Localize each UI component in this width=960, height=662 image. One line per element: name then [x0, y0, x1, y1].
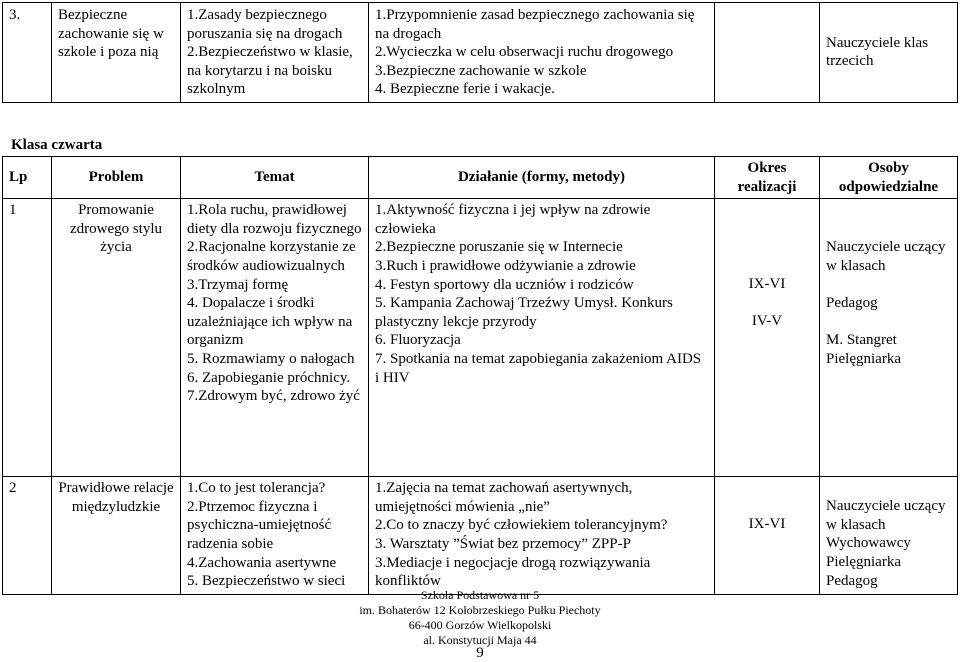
row-dzialanie: 1.Aktywność fizyczna i jej wpływ na zdrowie człowieka 2.Bezpieczne poruszanie się w Internecie 3.Ruch i prawidłowe odżywianie a zdrowie 4. Festyn sportowy dla uczniów i rodziców 5. Kampania Zachowaj Trzeźwy Umysł. Konkurs plastyczny lekcje przyrody 6. Fluoryzacja 7. Spotkania na temat zapobiegania zakażeniom AIDS i HIV [375, 202, 702, 386]
dzialanie-cell [369, 3, 715, 103]
row-lp-cell [3, 199, 52, 477]
row-temat-cell [181, 199, 369, 477]
row-osoby-cell [820, 199, 958, 477]
row-lp: 1 [9, 202, 17, 219]
table-row [3, 477, 958, 595]
section-title: Klasa czwarta [11, 137, 103, 153]
header-lp: Lp [3, 157, 52, 199]
row-dzialanie: 1.Zajęcia na temat zachowań asertywnych, umiejętności mówienia „nie” 2.Co to znaczy być człowiekiem tolerancyjnym? 3. Warsztaty ”Świat bez przemocy” ZPP-P 3.Mediacje i negocjacje drogą rozwiązywania konfliktów [375, 480, 668, 590]
footer-postal-address: 66-400 Gorzów Wielkopolski [408, 618, 552, 632]
row-problem-cell [52, 199, 181, 477]
header-temat: Temat [181, 157, 369, 199]
row-lp-cell [3, 477, 52, 595]
row-problem: Promowanie zdrowego stylu życia [69, 202, 163, 256]
header-problem: Problem [52, 157, 181, 199]
row-okres: IX-VI IV-V [748, 276, 786, 330]
temat-cell [181, 3, 369, 103]
row-osoby: Nauczyciele uczący w klasach Wychowawcy Pielęgniarka Pedagog [826, 498, 946, 589]
okres-cell [715, 3, 820, 103]
row-dzialanie-cell [369, 477, 715, 595]
row-dzialanie-cell [369, 199, 715, 477]
table-row [3, 199, 958, 477]
top-table [2, 2, 958, 103]
header-dzialanie: Działanie (formy, metody) [369, 157, 715, 199]
row-number-cell [3, 3, 52, 103]
page-number: 9 [476, 645, 484, 661]
header-osoby: Osoby odpowiedzialne [820, 157, 958, 199]
footer-school-patron: im. Bohaterów 12 Kołobrzeskiego Pułku Piechoty [359, 603, 601, 617]
row-okres-cell [715, 199, 820, 477]
row-lp: 2 [9, 480, 17, 497]
problem-cell [52, 3, 181, 103]
row-okres-cell [715, 477, 820, 595]
row-osoby: Nauczyciele uczący w klasach Pedagog M. Stangret Pielęgniarka [826, 239, 946, 367]
main-table [2, 156, 958, 595]
osoby-text: Nauczyciele klas trzecich [826, 34, 929, 70]
row-temat: 1.Rola ruchu, prawidłowej diety dla rozwoju fizycznego 2.Racjonalne korzystanie ze środków audiowizualnych 3.Trzymaj formę 4. Dopalacze i środki uzależniające ich wpływ na organizm 5. Rozmawiamy o nałogach 6. Zapobieganie próchnicy. 7.Zdrowym być, zdrowo żyć [187, 202, 362, 405]
footer-school-name: Szkoła Podstawowa nr 5 [420, 588, 540, 602]
row-osoby-cell [820, 477, 958, 595]
row-temat-cell [181, 477, 369, 595]
dzialanie-text: 1.Przypomnienie zasad bezpiecznego zachowania się na drogach 2.Wycieczka w celu obserwacji ruchu drogowego 3.Bezpieczne zachowanie w szkole 4. Bezpieczne ferie i wakacje. [375, 7, 695, 98]
row-temat: 1.Co to jest tolerancja? 2.Ptrzemoc fizyczna i psychiczna-umiejętność radzenia sobie 4.Zachowania asertywne 5. Bezpieczeństwo w sieci [187, 480, 346, 590]
header-row [3, 157, 958, 199]
problem-text: Bezpieczne zachowanie się w szkole i poza nią [58, 7, 164, 61]
row-number: 3. [9, 7, 21, 23]
footer [0, 588, 960, 648]
osoby-cell [820, 3, 958, 103]
footer-street-address: al. Konstytucji Maja 44 [423, 633, 537, 647]
table-row [3, 3, 958, 103]
row-okres: IX-VI [748, 516, 786, 533]
row-problem-cell [52, 477, 181, 595]
temat-text: 1.Zasady bezpiecznego poruszania się na drogach 2.Bezpieczeństwo w klasie, na korytarzu i na boisku szkolnym [187, 7, 353, 98]
row-problem: Prawidłowe relacje międzyludzkie [58, 480, 174, 515]
header-okres: Okres realizacji [715, 157, 820, 199]
